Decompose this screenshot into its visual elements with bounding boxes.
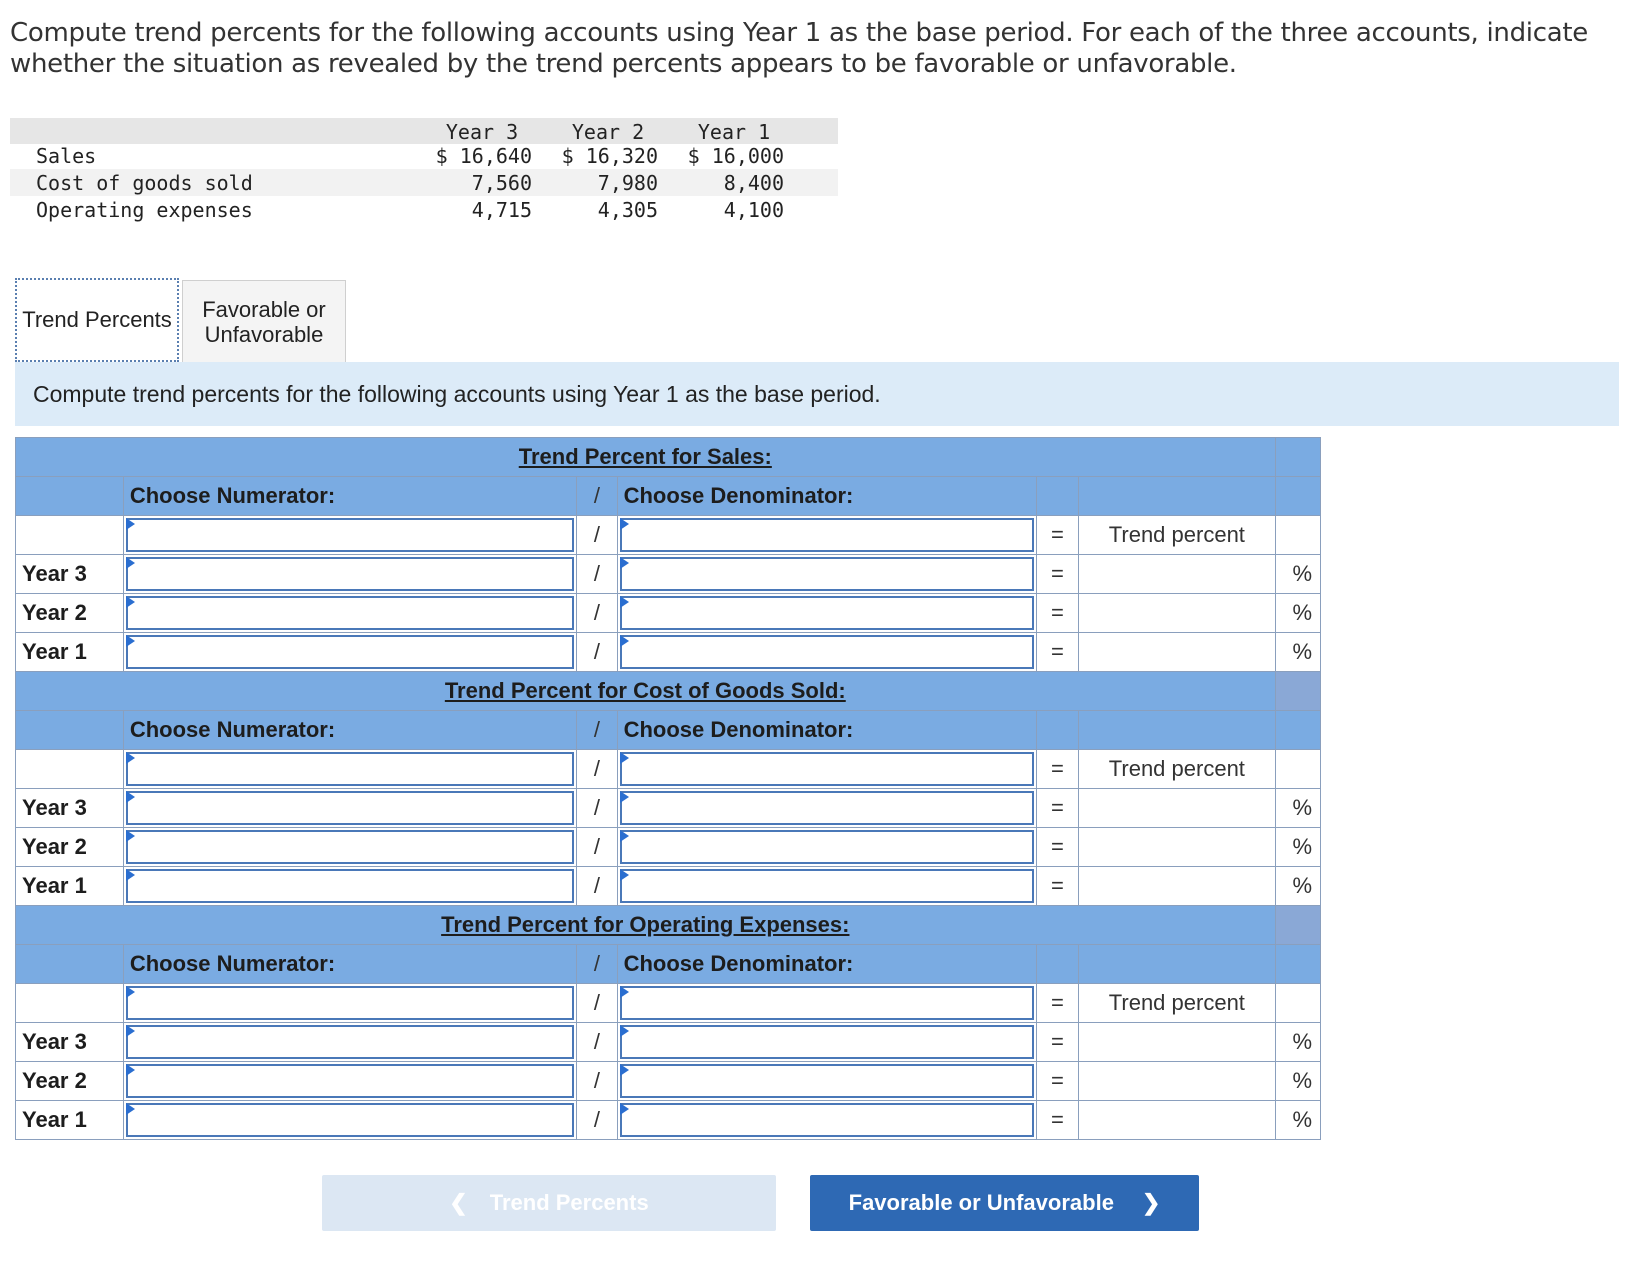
numerator-input[interactable] <box>123 633 576 672</box>
section-title-sales: Trend Percent for Sales: <box>16 438 1276 477</box>
equals-symbol: = <box>1036 1062 1078 1101</box>
section-title-row-cogs <box>16 672 1321 711</box>
numerator-header: Choose Numerator: <box>123 477 576 516</box>
numerator-input[interactable] <box>123 789 576 828</box>
percent-symbol: % <box>1275 1023 1320 1062</box>
numerator-input[interactable] <box>123 828 576 867</box>
given-value: 4,305 <box>597 198 658 222</box>
numerator-input[interactable] <box>123 555 576 594</box>
trend-percent-input[interactable] <box>1079 633 1276 672</box>
chevron-right-icon: ❯ <box>1141 1190 1161 1215</box>
label-row-cogs <box>16 750 1321 789</box>
equals-symbol: = <box>1036 789 1078 828</box>
prev-button-label: Trend Percents <box>489 1190 649 1215</box>
denominator-header: Choose Denominator: <box>617 945 1036 984</box>
trend-percent-input[interactable] <box>1079 1101 1276 1140</box>
label-row-sales <box>16 516 1321 555</box>
year-row <box>16 1101 1321 1140</box>
tab-trend-percents[interactable]: Trend Percents <box>15 278 179 362</box>
percent-symbol: % <box>1275 789 1320 828</box>
given-value: 4,100 <box>723 198 784 222</box>
denominator-input[interactable] <box>617 867 1036 906</box>
trend-percent-input[interactable] <box>1079 555 1276 594</box>
slash-symbol: / <box>577 633 617 672</box>
given-label-opex: Operating expenses <box>36 198 253 222</box>
header-row-opex <box>16 945 1321 984</box>
percent-symbol: % <box>1275 1062 1320 1101</box>
year-row <box>16 1023 1321 1062</box>
row-label-blank <box>16 516 124 555</box>
section-title-cogs: Trend Percent for Cost of Goods Sold: <box>16 672 1276 711</box>
slash-symbol: / <box>577 750 617 789</box>
numerator-label-dropdown[interactable] <box>123 750 576 789</box>
denominator-label-dropdown[interactable] <box>617 516 1036 555</box>
chevron-left-icon: ❮ <box>449 1190 468 1215</box>
given-value: 7,980 <box>597 171 658 195</box>
numerator-label-dropdown[interactable] <box>123 984 576 1023</box>
slash-symbol: / <box>577 555 617 594</box>
row-label-blank <box>16 984 124 1023</box>
next-button-label: Favorable or Unfavorable <box>848 1190 1114 1215</box>
header-blank <box>16 945 124 984</box>
question-text: Compute trend percents for the following accounts using Year 1 as the base period. For each of the three accounts, indicate whether the situation as revealed by the trend percents appears to be favorable or unfavorable. <box>10 18 1588 79</box>
denominator-header: Choose Denominator: <box>617 477 1036 516</box>
given-value: 7,560 <box>471 171 532 195</box>
denominator-input[interactable] <box>617 555 1036 594</box>
given-header-year2: Year 2 <box>571 120 645 144</box>
equals-symbol: = <box>1036 828 1078 867</box>
prev-button[interactable] <box>322 1175 776 1231</box>
header-blank <box>1275 945 1320 984</box>
slash-symbol: / <box>577 1062 617 1101</box>
header-blank <box>1036 477 1078 516</box>
row-blank <box>1275 750 1320 789</box>
header-blank <box>16 477 124 516</box>
equals-symbol: = <box>1036 594 1078 633</box>
title-spacer <box>1275 438 1320 477</box>
year-label: Year 1 <box>16 867 124 906</box>
equals-symbol: = <box>1036 555 1078 594</box>
denominator-label-dropdown[interactable] <box>617 984 1036 1023</box>
numerator-input[interactable] <box>123 1023 576 1062</box>
given-value: 4,715 <box>471 198 532 222</box>
percent-symbol: % <box>1275 594 1320 633</box>
year-label: Year 2 <box>16 828 124 867</box>
row-blank <box>1275 984 1320 1023</box>
trend-percent-input[interactable] <box>1079 789 1276 828</box>
year-row <box>16 828 1321 867</box>
year-row <box>16 1062 1321 1101</box>
slash-symbol: / <box>577 516 617 555</box>
header-blank <box>1079 945 1276 984</box>
numerator-input[interactable] <box>123 867 576 906</box>
year-row <box>16 867 1321 906</box>
instruction-text: Compute trend percents for the following accounts using Year 1 as the base period. <box>33 380 881 407</box>
header-blank <box>1036 945 1078 984</box>
trend-percent-label: Trend percent <box>1079 984 1276 1023</box>
denominator-input[interactable] <box>617 1023 1036 1062</box>
equals-symbol: = <box>1036 1023 1078 1062</box>
trend-percent-grid <box>15 437 1321 1140</box>
year-label: Year 3 <box>16 789 124 828</box>
numerator-header: Choose Numerator: <box>123 711 576 750</box>
denominator-input[interactable] <box>617 594 1036 633</box>
given-label-sales: Sales <box>36 144 97 168</box>
header-blank <box>1036 711 1078 750</box>
equals-symbol: = <box>1036 984 1078 1023</box>
section-title-row-sales <box>16 438 1321 477</box>
row-label-blank <box>16 750 124 789</box>
numerator-label-dropdown[interactable] <box>123 516 576 555</box>
year-row <box>16 633 1321 672</box>
slash-symbol: / <box>577 867 617 906</box>
given-row-cogs <box>10 169 838 196</box>
header-blank <box>1275 711 1320 750</box>
trend-percent-input[interactable] <box>1079 828 1276 867</box>
slash-symbol: / <box>577 984 617 1023</box>
given-value: $ 16,000 <box>687 144 784 168</box>
trend-percent-input[interactable] <box>1079 594 1276 633</box>
header-blank <box>1079 477 1276 516</box>
given-header-year3: Year 3 <box>445 120 519 144</box>
header-blank <box>1275 477 1320 516</box>
trend-percent-input[interactable] <box>1079 867 1276 906</box>
slash-symbol: / <box>577 1101 617 1140</box>
header-blank <box>1079 711 1276 750</box>
equals-symbol: = <box>1036 867 1078 906</box>
numerator-input[interactable] <box>123 594 576 633</box>
given-header-year1: Year 1 <box>697 120 771 144</box>
year-row <box>16 555 1321 594</box>
year-label: Year 2 <box>16 594 124 633</box>
equals-symbol: = <box>1036 1101 1078 1140</box>
trend-percent-input[interactable] <box>1079 1023 1276 1062</box>
year-row <box>16 594 1321 633</box>
denominator-input[interactable] <box>617 1101 1036 1140</box>
year-label: Year 1 <box>16 633 124 672</box>
percent-symbol: % <box>1275 633 1320 672</box>
denominator-input[interactable] <box>617 1062 1036 1101</box>
numerator-input[interactable] <box>123 1101 576 1140</box>
given-header-row <box>10 118 838 144</box>
year-label: Year 2 <box>16 1062 124 1101</box>
next-button[interactable] <box>810 1175 1199 1231</box>
title-spacer <box>1275 672 1320 711</box>
equals-symbol: = <box>1036 750 1078 789</box>
slash-symbol: / <box>577 1023 617 1062</box>
denominator-input[interactable] <box>617 633 1036 672</box>
year-label: Year 1 <box>16 1101 124 1140</box>
section-title-row-opex <box>16 906 1321 945</box>
section-title-opex: Trend Percent for Operating Expenses: <box>16 906 1276 945</box>
slash-symbol: / <box>577 828 617 867</box>
title-spacer <box>1275 906 1320 945</box>
slash-symbol: / <box>577 711 617 750</box>
percent-symbol: % <box>1275 555 1320 594</box>
denominator-input[interactable] <box>617 828 1036 867</box>
instruction-banner <box>15 362 1619 426</box>
numerator-header: Choose Numerator: <box>123 945 576 984</box>
header-row-cogs <box>16 711 1321 750</box>
year-label: Year 3 <box>16 555 124 594</box>
equals-symbol: = <box>1036 516 1078 555</box>
trend-percent-input[interactable] <box>1079 1062 1276 1101</box>
given-value: $ 16,320 <box>561 144 658 168</box>
slash-symbol: / <box>577 594 617 633</box>
label-row-opex <box>16 984 1321 1023</box>
numerator-input[interactable] <box>123 1062 576 1101</box>
trend-percent-label: Trend percent <box>1079 516 1276 555</box>
slash-symbol: / <box>577 477 617 516</box>
percent-symbol: % <box>1275 1101 1320 1140</box>
given-value: $ 16,640 <box>435 144 532 168</box>
percent-symbol: % <box>1275 828 1320 867</box>
header-row-sales <box>16 477 1321 516</box>
given-row-sales <box>10 142 838 169</box>
denominator-input[interactable] <box>617 789 1036 828</box>
year-label: Year 3 <box>16 1023 124 1062</box>
slash-symbol: / <box>577 945 617 984</box>
row-blank <box>1275 516 1320 555</box>
given-value: 8,400 <box>723 171 784 195</box>
trend-percent-label: Trend percent <box>1079 750 1276 789</box>
denominator-header: Choose Denominator: <box>617 711 1036 750</box>
percent-symbol: % <box>1275 867 1320 906</box>
year-row <box>16 789 1321 828</box>
given-label-cogs: Cost of goods sold <box>36 171 253 195</box>
equals-symbol: = <box>1036 633 1078 672</box>
slash-symbol: / <box>577 789 617 828</box>
denominator-label-dropdown[interactable] <box>617 750 1036 789</box>
tab-favorable-or-unfavorable[interactable]: Favorable or Unfavorable <box>182 280 346 362</box>
given-row-opex <box>10 196 838 223</box>
header-blank <box>16 711 124 750</box>
